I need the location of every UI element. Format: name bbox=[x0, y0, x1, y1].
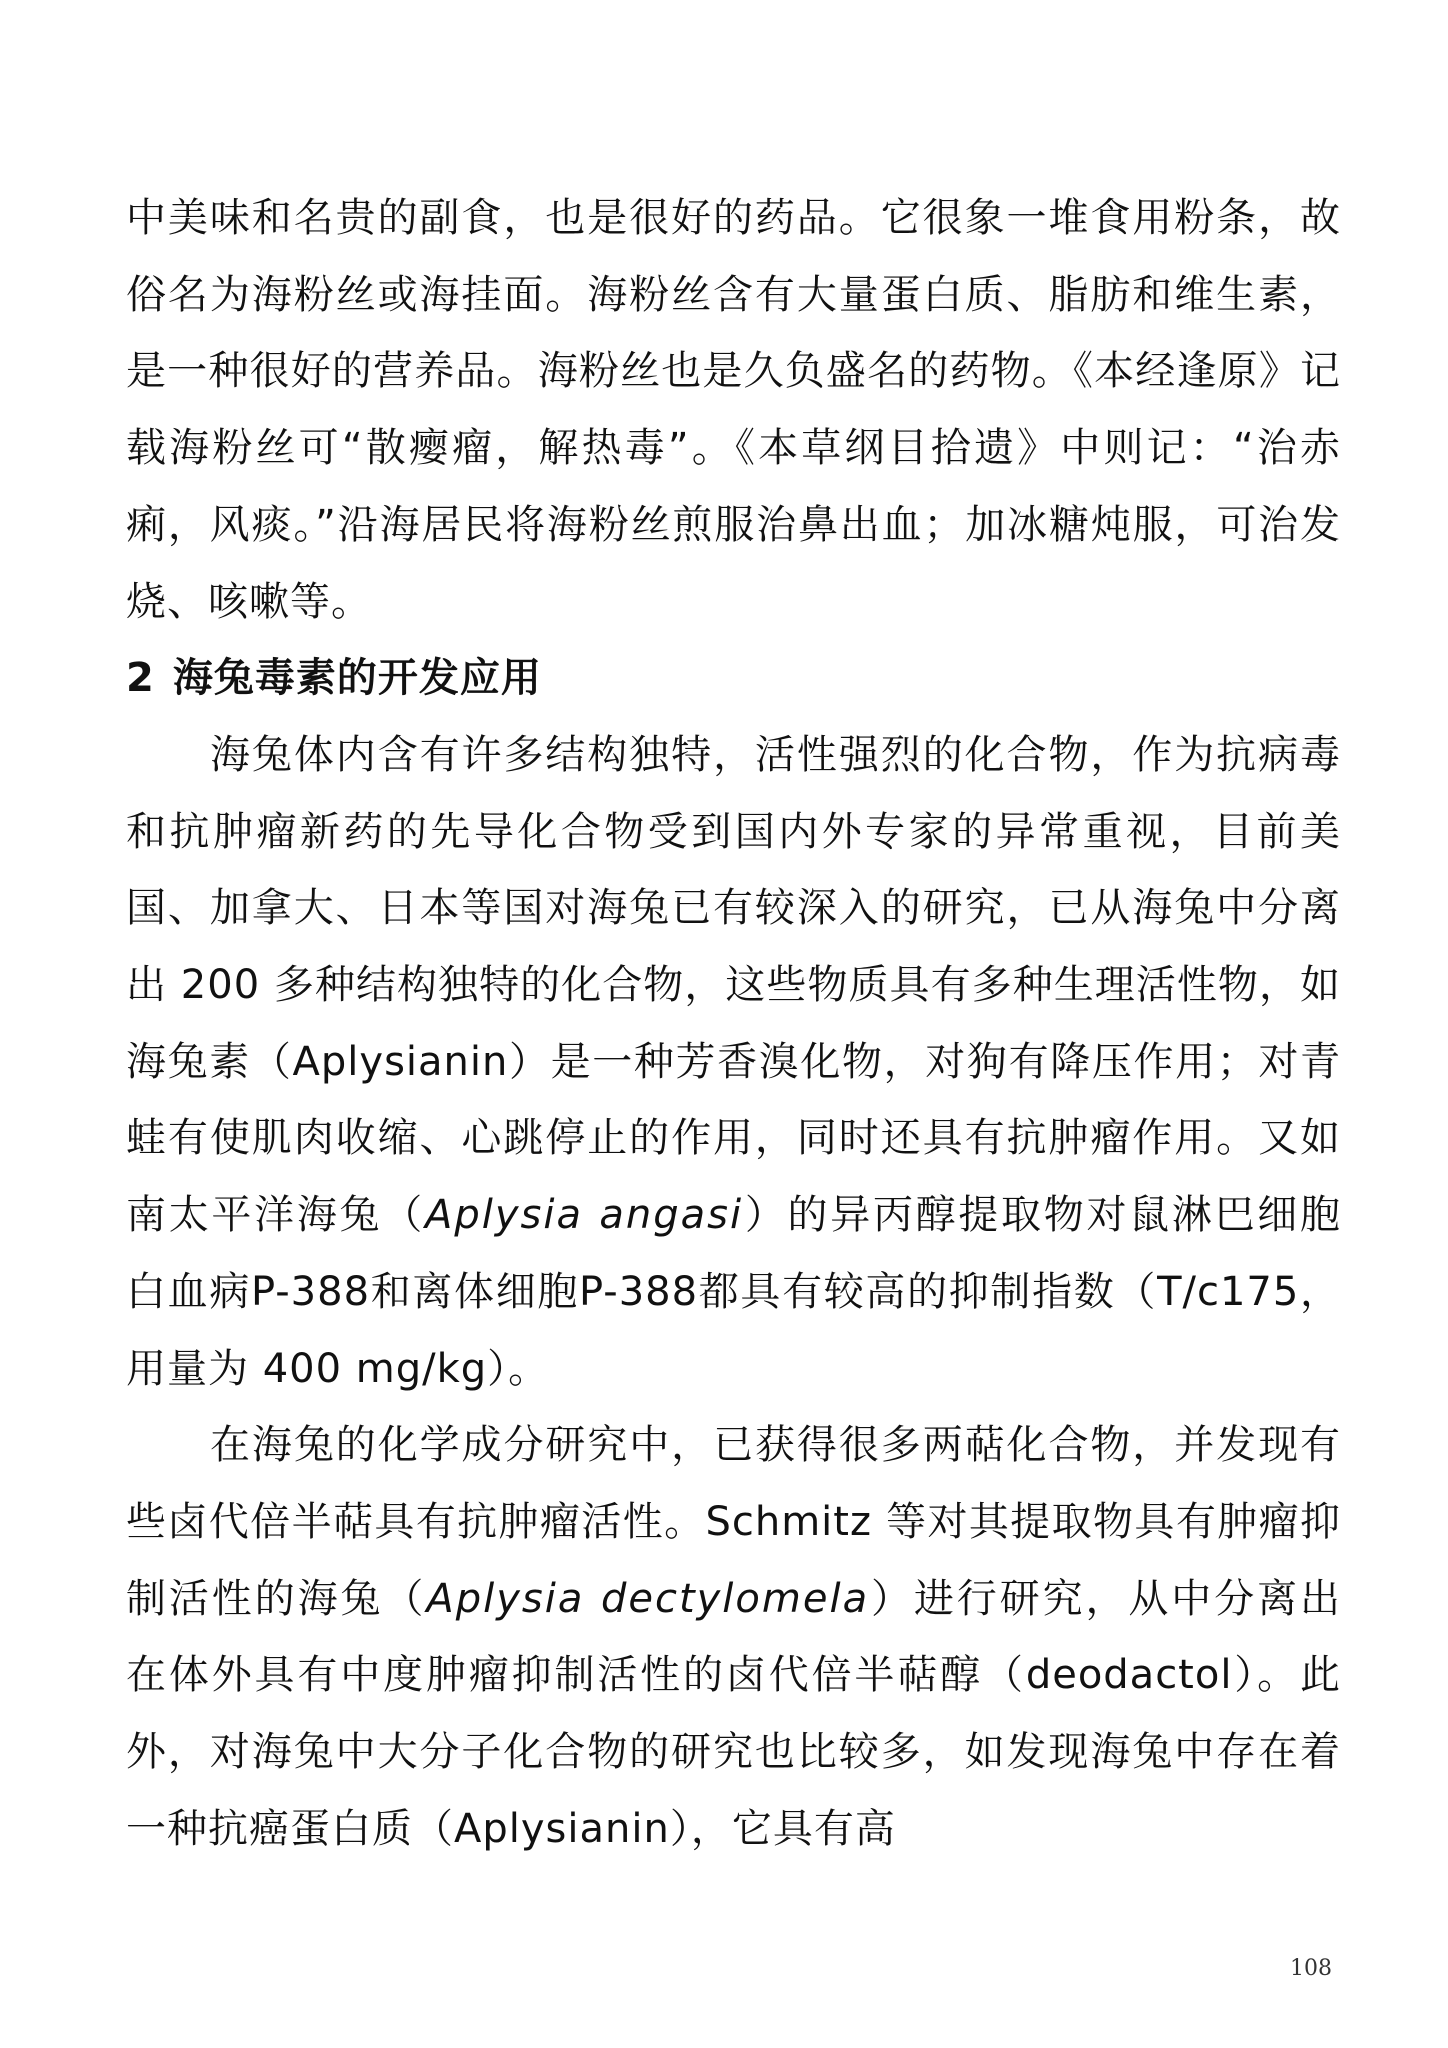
paragraph-sea-hare-compounds bbox=[126, 717, 1341, 1407]
paragraph-text: 中美味和名贵的副食，也是很好的药品。它很象一堆食用粉条，故俗名为海粉丝或海挂面。海粉丝含有大量蛋白质、脂肪和维生素，是一种很好的营养品。海粉丝也是久负盛名的药物。《本经逢原》记载海粉丝可“散瘿瘤，解热毒”。《本草纲目拾遗》中则记：“治赤痢，风痰。”沿海居民将海粉丝煎服治鼻出血；加冰糖炖服，可治发烧、咳嗽等。 bbox=[126, 195, 1341, 625]
species-name-aplysia-angasi: Aplysia angasi bbox=[424, 1192, 744, 1239]
species-name-aplysia-dectylomela: Aplysia dectylomela bbox=[426, 1575, 870, 1622]
section-title: 海兔毒素的开发应用 bbox=[172, 655, 542, 702]
paragraph-text-part1: 海兔体内含有许多结构独特，活性强烈的化合物，作为抗病毒和抗肿瘤新药的先导化合物受到国内外专家的异常重视，目前美国、加拿大、日本等国对海兔已有较深入的研究，已从海兔中分离出 200 多种结构独特的化合物，这些物质具有多种生理活性物，如海兔素（Aplysianin）是一种芳香溴化物，对狗有降压作用；对青蛙有使肌肉收缩、心跳停止的作用，同时还具有抗肿瘤作用。又如南太平洋海兔（ bbox=[126, 731, 1341, 1239]
paragraph-text-part2: ）进行研究，从中分离出在体外具有中度肿瘤抑制活性的卤代倍半萜醇（deodactol）。此外，对海兔中大分子化合物的研究也比较多，如发现海兔中存在着一种抗癌蛋白质（Aplysianin），它具有高 bbox=[126, 1575, 1342, 1852]
paragraph-sea-noodle-medicinal-use bbox=[126, 180, 1341, 640]
page-content bbox=[126, 180, 1341, 1867]
page-number: 108 bbox=[1290, 1956, 1332, 1981]
paragraph-text-part2: ）的异丙醇提取物对鼠淋巴细胞白血病P-388和离体细胞P-388都具有较高的抑制指数（T/c175，用量为 400 mg/kg）。 bbox=[126, 1192, 1342, 1392]
section-heading bbox=[126, 640, 1341, 717]
paragraph-text-part1: 在海兔的化学成分研究中，已获得很多两萜化合物，并发现有些卤代倍半萜具有抗肿瘤活性。Schmitz 等对其提取物具有肿瘤抑制活性的海兔（ bbox=[126, 1422, 1341, 1622]
section-number: 2 bbox=[126, 655, 155, 702]
paragraph-sea-hare-chemistry bbox=[126, 1407, 1341, 1867]
